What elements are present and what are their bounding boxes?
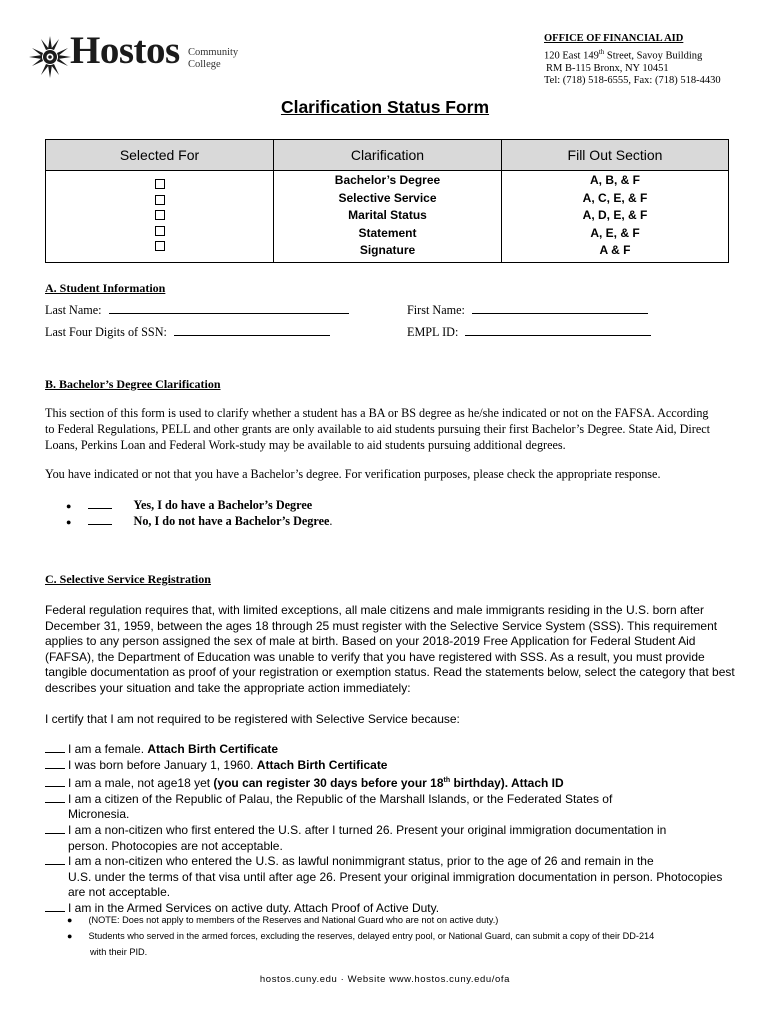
ssn-label: Last Four Digits of SSN: xyxy=(45,325,167,339)
checkbox-bachelors-degree[interactable] xyxy=(155,179,165,189)
option-yes-row xyxy=(66,497,312,514)
checkbox-statement[interactable] xyxy=(155,226,165,236)
clarification-signature: Signature xyxy=(359,243,416,257)
section-b-instruction: You have indicated or not that you have a Bachelor’s degree. For verification purposes, please check the appropriate response. xyxy=(45,467,661,481)
option-yes-label: Yes, I do have a Bachelor’s Degree xyxy=(133,498,313,512)
empl-id-label: EMPL ID: xyxy=(407,325,459,339)
sections-statement: A, E, & F xyxy=(590,225,640,240)
address-street: 120 East 149th Street, Savoy Building xyxy=(544,47,703,61)
exemption-item-active-duty: I am in the Armed Services on active duty. Attach Proof of Active Duty. xyxy=(45,901,745,917)
note-reserves: ● (NOTE: Does not apply to members of the Reserves and National Guard who are not on active duty.) xyxy=(67,915,499,925)
checkbox-selective-service[interactable] xyxy=(155,195,165,205)
bullet-icon: ● xyxy=(67,915,73,925)
last-name-field[interactable] xyxy=(109,303,349,314)
sections-selective: A, C, E, & F xyxy=(582,190,648,205)
option-no-label: No, I do not have a Bachelor’s Degree xyxy=(133,514,330,528)
section-a-heading: A. Student Information xyxy=(45,281,166,295)
empl-id-field[interactable] xyxy=(465,325,651,336)
blank-active-duty[interactable] xyxy=(45,911,65,912)
ssn-field[interactable] xyxy=(174,325,330,336)
exemption-item-under-18: I am a male, not age18 yet (you can register 30 days before your 18th birthday). Attach ID xyxy=(45,773,745,792)
header-clarification: Clarification xyxy=(274,140,502,171)
section-c-heading: C. Selective Service Registration xyxy=(45,572,211,586)
form-title: Clarification Status Form xyxy=(280,97,490,117)
clarification-column xyxy=(274,171,502,263)
header-fill-out-section: Fill Out Section xyxy=(502,140,729,171)
sections-marital: A, D, E, & F xyxy=(582,208,648,222)
exemption-item-female: I am a female. Attach Birth Certificate xyxy=(45,742,745,758)
certify-statement: I certify that I am not required to be registered with Selective Service because: xyxy=(45,712,460,726)
blank-noncitizen-26[interactable] xyxy=(45,833,65,834)
exemption-item-noncitizen-26: I am a non-citizen who first entered the U.S. after I turned 26. Present your original immigration documentation in xyxy=(45,823,745,839)
blank-born-before[interactable] xyxy=(45,768,65,769)
first-name-field[interactable] xyxy=(472,303,648,314)
header-selected-for: Selected For xyxy=(46,140,274,171)
section-b-paragraph: This section of this form is used to clarify whether a student has a BA or BS degree as he/she indicated or not on the FAFSA. According to Federal Regulations, PELL and other grants are only available to aid students pursuing their first Bachelor’s Degree. State Aid, Direct Loans, Perkins Loan and Federal Work-study may be available to aid students pursuing additional degrees. xyxy=(45,406,711,452)
blank-under-18[interactable] xyxy=(45,786,65,787)
note-dd214: ● Students who served in the armed forces, excluding the reserves, delayed entry pool, or National Guard, can submit a copy of their DD-214 xyxy=(67,931,655,941)
section-b-heading: B. Bachelor’s Degree Clarification xyxy=(45,377,221,391)
last-name-row xyxy=(45,302,349,318)
clarification-selective: Selective Service xyxy=(338,190,437,205)
bullet-icon: ● xyxy=(66,501,72,511)
selected-for-column xyxy=(46,171,274,263)
clarification-statement: Statement xyxy=(358,225,417,240)
blank-nonimmigrant[interactable] xyxy=(45,864,65,865)
bullet-icon: ● xyxy=(67,931,73,941)
sections-signature: A & F xyxy=(599,243,631,257)
college-subtitle: Community College xyxy=(188,47,239,70)
first-name-label: First Name: xyxy=(407,303,465,317)
exemption-list: I am a female. Attach Birth Certificate I was born before January 1, 1960. Attach Birth Certificate I am a male, not age18 yet (you can register 30 days before your 18th birthday). Attach ID I am a citizen of the Republic of Palau, the Republic of the Marshall Islands, or the Federated States of Micronesia. I am a non-citizen who first entered the U.S. after I turned 26. Present your original immigration documentation in person. Photocopies are not acceptable. I am a non-citizen who entered the U.S. as lawful nonimmigrant status, prior to the age of 26 and remain in the U.S. under the terms of that visa until after age 26. Present your original immigration documentation in person. Photocopies are not acceptable. I am in the Armed Services on active duty. Attach Proof of Active Duty. xyxy=(45,742,745,917)
no-blank[interactable] xyxy=(88,514,112,525)
notes-list: ● (NOTE: Does not apply to members of the Reserves and National Guard who are not on active duty.) ● Students who served in the armed forces, excluding the reserves, delayed entry pool, or National Guard, can submit a copy of their DD-214 with their PID. xyxy=(67,912,747,960)
clarification-table xyxy=(45,139,729,263)
last-name-label: Last Name: xyxy=(45,303,102,317)
checkbox-marital-status[interactable] xyxy=(155,210,165,220)
exemption-item-palau: I am a citizen of the Republic of Palau, the Republic of the Marshall Islands, or the Federated States of xyxy=(45,792,745,808)
fill-out-column xyxy=(502,171,729,263)
blank-palau[interactable] xyxy=(45,802,65,803)
ssn-row xyxy=(45,324,330,340)
footer: hostos.cuny.edu · Website www.hostos.cuny.edu/ofa xyxy=(259,974,511,985)
section-c-paragraph: Federal regulation requires that, with limited exceptions, all male citizens and male immigrants residing in the U.S. born after December 31, 1959, between the ages 18 through 25 must register with the Selective Service System (SSS). This requirement applies to any person assigned the sex of male at birth. Based on your 2018-2019 Free Application for Federal Student Aid (FAFSA), the Department of Education was unable to verify that you have registered with SSS. As a result, you must provide tangible documentation as proof of your registration or exemption status. Read the statements below, select the category that best describes your situation and take the appropriate action immediately: xyxy=(45,603,735,695)
clarification-marital: Marital Status xyxy=(348,208,427,222)
first-name-row xyxy=(407,302,648,318)
phone-fax: Tel: (718) 518-6555, Fax: (718) 518-4430 xyxy=(544,75,721,86)
empl-id-row xyxy=(407,324,651,340)
address-room: RM B-115 Bronx, NY 10451 xyxy=(546,62,669,74)
blank-female[interactable] xyxy=(45,752,65,753)
clarification-bachelors: Bachelor’s Degree xyxy=(334,173,441,187)
yes-blank[interactable] xyxy=(88,498,112,509)
office-title: OFFICE OF FINANCIAL AID xyxy=(544,33,684,44)
college-name: Hostos xyxy=(70,29,180,72)
bullet-icon: ● xyxy=(66,517,72,527)
office-address-block xyxy=(544,33,721,88)
option-no-row: ● No, I do not have a Bachelor’s Degree. xyxy=(66,514,333,528)
hostos-sun-logo-icon xyxy=(28,34,72,80)
sections-bachelors: A, B, & F xyxy=(590,173,640,187)
checkbox-signature[interactable] xyxy=(155,241,165,251)
exemption-item-nonimmigrant: I am a non-citizen who entered the U.S. as lawful nonimmigrant status, prior to the age of 26 and remain in the xyxy=(45,854,745,870)
exemption-item-born-before: I was born before January 1, 1960. Attach Birth Certificate xyxy=(45,758,745,774)
